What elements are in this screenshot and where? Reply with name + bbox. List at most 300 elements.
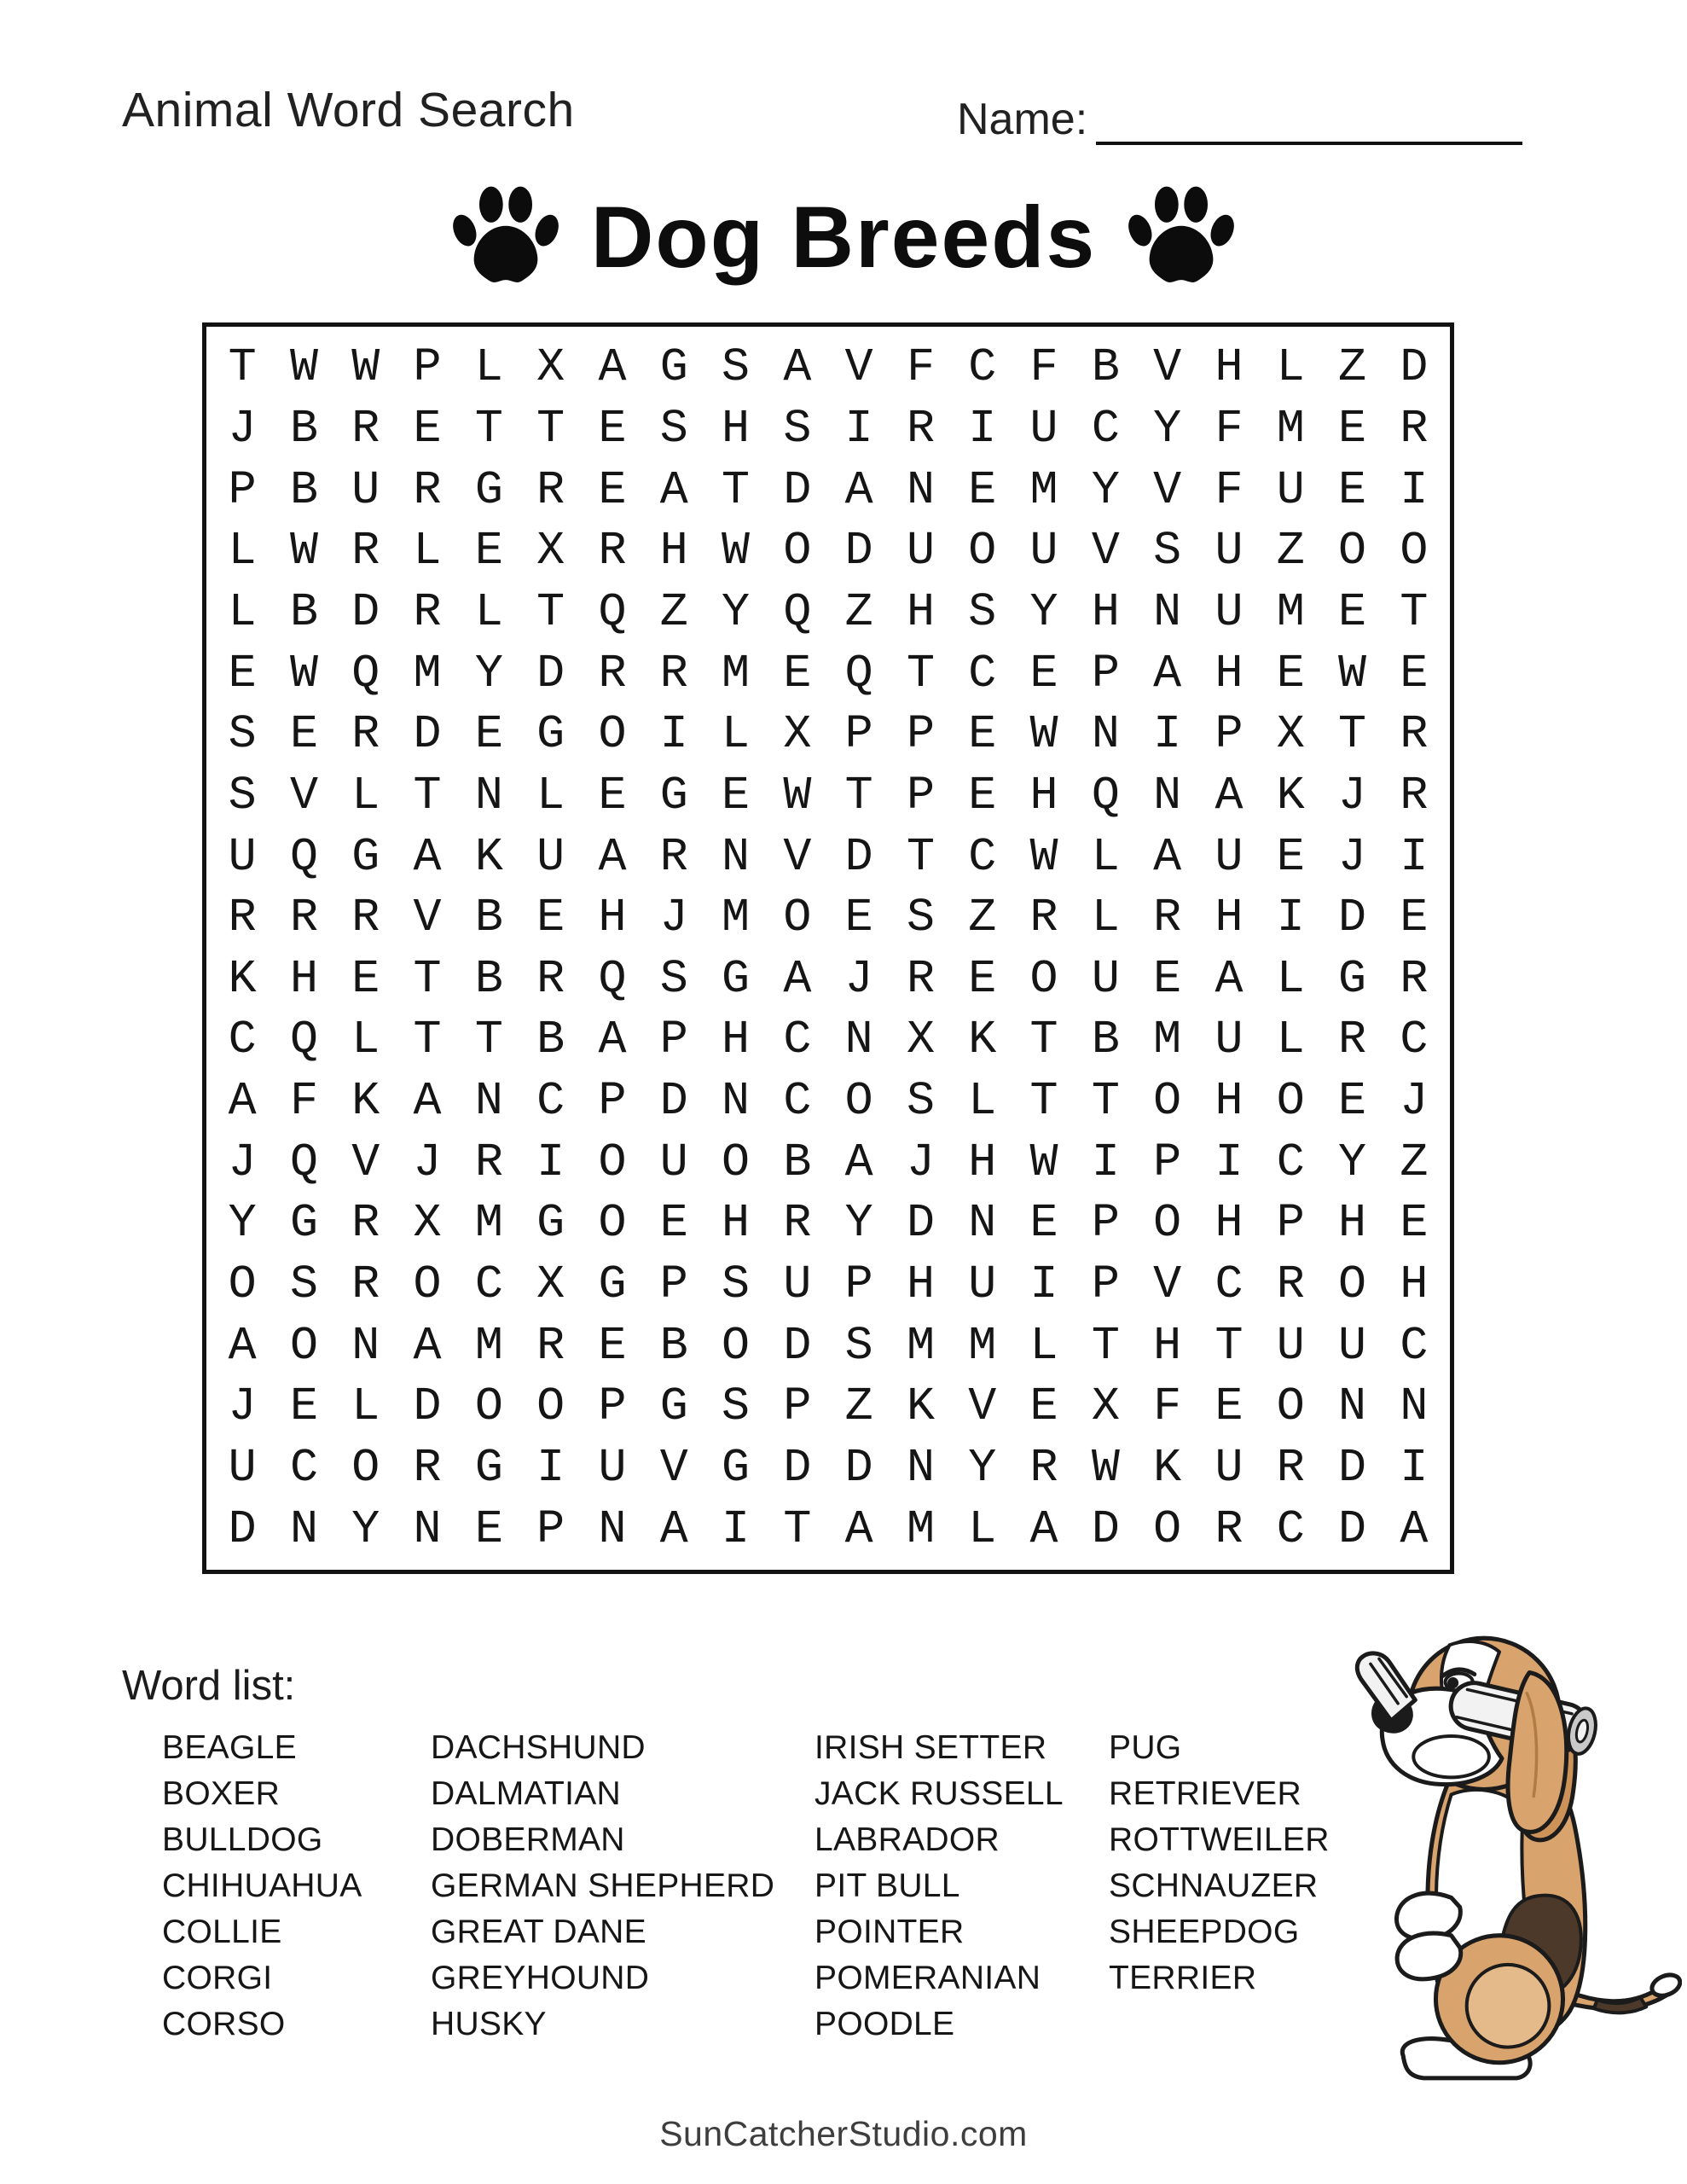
grid-letter: C (536, 1074, 565, 1129)
word-item: DACHSHUND (431, 1729, 646, 1766)
grid-letter: R (289, 891, 318, 945)
grid-letter: M (968, 1318, 997, 1373)
word-item: RETRIEVER (1109, 1775, 1301, 1812)
grid-letter: T (474, 1013, 503, 1067)
grid-letter: H (1215, 646, 1244, 700)
grid-letter: P (1091, 1196, 1120, 1251)
grid-letter: O (351, 1441, 380, 1496)
grid-letter: J (228, 1135, 257, 1189)
grid-letter: W (289, 340, 318, 395)
grid-letter: W (289, 524, 318, 578)
grid-letter: V (1153, 462, 1182, 517)
grid-letter: G (536, 707, 565, 762)
word-list-heading: Word list: (122, 1663, 296, 1709)
grid-letter: V (413, 891, 442, 945)
word-item: BOXER (162, 1775, 281, 1812)
grid-letter: P (598, 1074, 627, 1129)
grid-letter: D (536, 646, 565, 700)
grid-letter: M (474, 1318, 503, 1373)
grid-letter: B (289, 462, 318, 517)
grid-letter: K (228, 951, 257, 1006)
grid-letter: J (1338, 829, 1367, 884)
grid-letter: A (598, 829, 627, 884)
grid-letter: G (351, 829, 380, 884)
grid-letter: B (659, 1318, 688, 1373)
grid-letter: Q (1091, 768, 1120, 822)
grid-letter: D (1338, 1502, 1367, 1556)
grid-letter: I (536, 1135, 565, 1189)
grid-letter: L (1276, 340, 1305, 395)
grid-letter: I (1029, 1258, 1058, 1312)
grid-letter: H (598, 891, 627, 945)
grid-letter: E (1338, 584, 1367, 639)
grid-letter: E (1029, 1380, 1058, 1434)
grid-letter: H (722, 1013, 751, 1067)
grid-letter: J (906, 1135, 935, 1189)
grid-letter: E (659, 1196, 688, 1251)
grid-letter: U (1215, 524, 1244, 578)
grid-letter: Y (1153, 401, 1182, 456)
word-list-column-4 (1109, 1725, 1330, 2001)
grid-letter: L (351, 1380, 380, 1434)
grid-letter: W (351, 340, 380, 395)
grid-letter: G (536, 1196, 565, 1251)
grid-letter: R (906, 951, 935, 1006)
grid-letter: M (474, 1196, 503, 1251)
word-item: CORSO (162, 2006, 286, 2042)
word-item: POODLE (815, 2006, 955, 2042)
grid-letter: T (413, 768, 442, 822)
grid-letter: I (1276, 891, 1305, 945)
grid-letter: K (474, 829, 503, 884)
grid-letter: E (413, 401, 442, 456)
grid-letter: J (1338, 768, 1367, 822)
grid-letter: Y (844, 1196, 873, 1251)
grid-letter: W (1091, 1441, 1120, 1496)
grid-letter: P (1215, 707, 1244, 762)
grid-letter: C (289, 1441, 318, 1496)
grid-letter: Q (598, 951, 627, 1006)
grid-letter: T (844, 768, 873, 822)
grid-letter: X (536, 524, 565, 578)
grid-letter: E (598, 401, 627, 456)
word-item: IRISH SETTER (815, 1729, 1047, 1766)
grid-letter: L (351, 768, 380, 822)
grid-letter: T (1215, 1318, 1244, 1373)
word-item: POMERANIAN (815, 1960, 1041, 1996)
grid-letter: E (1029, 646, 1058, 700)
grid-letter: O (1153, 1502, 1182, 1556)
grid-letter: G (722, 951, 751, 1006)
grid-letter: D (783, 1318, 812, 1373)
grid-letter: J (1400, 1074, 1429, 1129)
grid-letter: E (844, 891, 873, 945)
grid-letter: L (968, 1502, 997, 1556)
grid-letter: Q (844, 646, 873, 700)
grid-letter: E (1400, 646, 1429, 700)
grid-letter: R (1400, 401, 1429, 456)
grid-letter: E (289, 707, 318, 762)
word-item: POINTER (815, 1914, 965, 1950)
grid-letter: M (722, 646, 751, 700)
grid-letter: R (1400, 768, 1429, 822)
grid-letter: O (413, 1258, 442, 1312)
grid-letter: X (413, 1196, 442, 1251)
grid-letter: E (228, 646, 257, 700)
grid-letter: N (844, 1013, 873, 1067)
grid-letter: O (968, 524, 997, 578)
grid-letter: T (722, 462, 751, 517)
grid-letter: L (351, 1013, 380, 1067)
grid-letter: R (351, 707, 380, 762)
grid-letter: Y (1091, 462, 1120, 517)
word-item: PIT BULL (815, 1867, 960, 1904)
grid-letter: L (1091, 891, 1120, 945)
grid-letter: Y (474, 646, 503, 700)
grid-letter: B (474, 951, 503, 1006)
word-item: GREAT DANE (431, 1914, 646, 1950)
grid-letter: U (1091, 951, 1120, 1006)
grid-letter: T (1029, 1013, 1058, 1067)
grid-letter: A (413, 1074, 442, 1129)
grid-letter: A (228, 1074, 257, 1129)
grid-letter: D (783, 1441, 812, 1496)
grid-letter: N (1153, 768, 1182, 822)
grid-letter: O (1338, 524, 1367, 578)
grid-letter: U (1215, 829, 1244, 884)
grid-letter: X (536, 1258, 565, 1312)
grid-letter: A (1153, 829, 1182, 884)
grid-letter: E (1338, 462, 1367, 517)
grid-letter: O (598, 1196, 627, 1251)
grid-letter: O (474, 1380, 503, 1434)
grid-letter: O (1276, 1380, 1305, 1434)
grid-letter: M (906, 1502, 935, 1556)
letter-grid (202, 322, 1454, 1574)
grid-letter: W (1029, 829, 1058, 884)
grid-letter: P (536, 1502, 565, 1556)
grid-letter: A (413, 1318, 442, 1373)
grid-letter: R (659, 646, 688, 700)
grid-letter: H (1338, 1196, 1367, 1251)
grid-letter: J (228, 401, 257, 456)
grid-letter: I (968, 401, 997, 456)
grid-letter: B (1091, 340, 1120, 395)
grid-letter: J (228, 1380, 257, 1434)
grid-letter: Q (351, 646, 380, 700)
grid-letter: S (906, 1074, 935, 1129)
grid-letter: P (228, 462, 257, 517)
grid-letter: T (536, 401, 565, 456)
grid-letter: E (1276, 646, 1305, 700)
grid-letter: P (659, 1013, 688, 1067)
grid-letter: P (1091, 1258, 1120, 1312)
grid-letter: A (598, 340, 627, 395)
grid-letter: N (474, 1074, 503, 1129)
paw-print-icon-left (449, 181, 562, 293)
grid-letter: R (536, 462, 565, 517)
grid-letter: R (351, 891, 380, 945)
grid-letter: D (1091, 1502, 1120, 1556)
grid-letter: H (968, 1135, 997, 1189)
grid-letter: X (783, 707, 812, 762)
grid-letter: E (474, 1502, 503, 1556)
grid-letter: K (351, 1074, 380, 1129)
grid-letter: T (474, 401, 503, 456)
grid-letter: D (1338, 891, 1367, 945)
grid-letter: A (659, 1502, 688, 1556)
word-item: ROTTWEILER (1109, 1821, 1330, 1858)
grid-letter: C (228, 1013, 257, 1067)
grid-letter: C (968, 829, 997, 884)
grid-letter: G (289, 1196, 318, 1251)
grid-letter: T (906, 646, 935, 700)
footer-site: SunCatcherStudio.com (659, 2114, 1028, 2153)
grid-letter: C (783, 1013, 812, 1067)
grid-letter: V (659, 1441, 688, 1496)
grid-letter: H (1400, 1258, 1429, 1312)
grid-letter: D (1400, 340, 1429, 395)
grid-letter: E (968, 462, 997, 517)
grid-letter: V (783, 829, 812, 884)
grid-letter: V (1153, 340, 1182, 395)
grid-letter: R (351, 1196, 380, 1251)
grid-letter: V (289, 768, 318, 822)
grid-letter: I (722, 1502, 751, 1556)
grid-letter: X (1276, 707, 1305, 762)
grid-letter: Q (289, 1013, 318, 1067)
grid-letter: D (351, 584, 380, 639)
grid-letter: M (1029, 462, 1058, 517)
grid-letter: N (722, 1074, 751, 1129)
grid-letter: Z (1400, 1135, 1429, 1189)
grid-letter: Z (1276, 524, 1305, 578)
grid-letter: Q (289, 829, 318, 884)
grid-letter: C (968, 646, 997, 700)
grid-letter: U (228, 829, 257, 884)
grid-letter: H (659, 524, 688, 578)
grid-letter: E (1153, 951, 1182, 1006)
grid-letter: E (536, 891, 565, 945)
grid-letter: G (598, 1258, 627, 1312)
grid-letter: O (598, 707, 627, 762)
grid-letter: N (1091, 707, 1120, 762)
grid-letter: F (1215, 462, 1244, 517)
grid-letter: L (722, 707, 751, 762)
grid-letter: A (228, 1318, 257, 1373)
grid-letter: E (968, 707, 997, 762)
grid-letter: R (659, 829, 688, 884)
grid-letter: U (1276, 462, 1305, 517)
grid-letter: P (1091, 646, 1120, 700)
grid-letter: S (906, 891, 935, 945)
grid-letter: I (1153, 707, 1182, 762)
grid-letter: W (1029, 707, 1058, 762)
grid-letter: P (906, 707, 935, 762)
grid-letter: D (659, 1074, 688, 1129)
grid-letter: L (474, 340, 503, 395)
grid-letter: O (1153, 1074, 1182, 1129)
grid-letter: I (1400, 1441, 1429, 1496)
grid-letter: H (1029, 768, 1058, 822)
grid-letter: R (413, 584, 442, 639)
grid-letter: W (783, 768, 812, 822)
grid-letter: E (1215, 1380, 1244, 1434)
grid-letter: B (783, 1135, 812, 1189)
grid-letter: F (1215, 401, 1244, 456)
grid-letter: B (289, 401, 318, 456)
grid-letter: G (659, 768, 688, 822)
grid-letter: S (844, 1318, 873, 1373)
worksheet-title: Animal Word Search (122, 83, 575, 137)
grid-letter: U (1029, 524, 1058, 578)
grid-letter: D (413, 707, 442, 762)
grid-letter: G (659, 1380, 688, 1434)
grid-letter: N (906, 462, 935, 517)
grid-letter: E (474, 524, 503, 578)
grid-letter: W (1338, 646, 1367, 700)
grid-letter: Z (844, 584, 873, 639)
grid-letter: Y (722, 584, 751, 639)
grid-letter: N (413, 1502, 442, 1556)
grid-letter: A (844, 462, 873, 517)
grid-letter: P (783, 1380, 812, 1434)
grid-letter: R (598, 524, 627, 578)
grid-letter: E (1338, 401, 1367, 456)
grid-letter: N (351, 1318, 380, 1373)
grid-letter: T (1338, 707, 1367, 762)
grid-letter: E (598, 462, 627, 517)
grid-letter: I (1400, 462, 1429, 517)
grid-letter: I (844, 401, 873, 456)
grid-letter: R (228, 891, 257, 945)
grid-letter: R (783, 1196, 812, 1251)
grid-letter: S (659, 401, 688, 456)
grid-letter: T (783, 1502, 812, 1556)
grid-letter: E (1029, 1196, 1058, 1251)
grid-letter: T (413, 951, 442, 1006)
word-item: GREYHOUND (431, 1960, 650, 1996)
grid-letter: U (536, 829, 565, 884)
grid-letter: Z (844, 1380, 873, 1434)
grid-letter: O (536, 1380, 565, 1434)
grid-letter: W (1029, 1135, 1058, 1189)
grid-letter: S (289, 1258, 318, 1312)
grid-letter: E (722, 768, 751, 822)
grid-letter: H (906, 1258, 935, 1312)
grid-letter: O (783, 891, 812, 945)
grid-letter: M (1276, 401, 1305, 456)
grid-letter: E (968, 951, 997, 1006)
grid-letter: R (1338, 1013, 1367, 1067)
grid-letter: L (1276, 951, 1305, 1006)
grid-letter: E (289, 1380, 318, 1434)
grid-letter: J (659, 891, 688, 945)
grid-letter: N (1400, 1380, 1429, 1434)
grid-letter: S (722, 1380, 751, 1434)
grid-letter: H (1153, 1318, 1182, 1373)
grid-letter: G (659, 340, 688, 395)
grid-letter: D (1338, 1441, 1367, 1496)
grid-letter: Y (351, 1502, 380, 1556)
word-item: TERRIER (1109, 1960, 1257, 1996)
word-list-column-1 (162, 1725, 362, 2048)
grid-letter: H (906, 584, 935, 639)
grid-letter: A (783, 340, 812, 395)
grid-letter: S (783, 401, 812, 456)
grid-letter: X (536, 340, 565, 395)
grid-letter: R (1400, 951, 1429, 1006)
grid-letter: E (598, 768, 627, 822)
grid-letter: O (722, 1135, 751, 1189)
grid-letter: N (1153, 584, 1182, 639)
grid-letter: E (598, 1318, 627, 1373)
grid-letter: N (474, 768, 503, 822)
grid-letter: T (228, 340, 257, 395)
grid-letter: S (228, 707, 257, 762)
grid-letter: M (413, 646, 442, 700)
grid-letter: P (906, 768, 935, 822)
grid-letter: R (536, 951, 565, 1006)
grid-letter: L (1091, 829, 1120, 884)
grid-letter: H (1215, 891, 1244, 945)
grid-letter: U (659, 1135, 688, 1189)
name-label: Name: (957, 95, 1088, 144)
grid-letter: F (1153, 1380, 1182, 1434)
grid-letter: I (1400, 829, 1429, 884)
grid-letter: R (1215, 1502, 1244, 1556)
grid-letter: H (289, 951, 318, 1006)
grid-letter: F (1029, 340, 1058, 395)
grid-letter: P (598, 1380, 627, 1434)
grid-letter: K (968, 1013, 997, 1067)
grid-letter: W (722, 524, 751, 578)
grid-letter: M (722, 891, 751, 945)
grid-letter: Q (783, 584, 812, 639)
grid-letter: A (844, 1135, 873, 1189)
grid-letter: O (289, 1318, 318, 1373)
word-item: DOBERMAN (431, 1821, 625, 1858)
word-item: LABRADOR (815, 1821, 1000, 1858)
grid-letter: L (1029, 1318, 1058, 1373)
paw-print-icon-right (1125, 181, 1238, 293)
grid-letter: T (536, 584, 565, 639)
grid-letter: X (1091, 1380, 1120, 1434)
grid-letter: A (1215, 768, 1244, 822)
grid-letter: C (474, 1258, 503, 1312)
dog-illustration (1320, 1614, 1682, 2095)
grid-letter: Z (968, 891, 997, 945)
grid-letter: P (844, 707, 873, 762)
grid-letter: N (968, 1196, 997, 1251)
grid-letter: B (1091, 1013, 1120, 1067)
name-field (957, 94, 1522, 145)
grid-letter: G (474, 1441, 503, 1496)
grid-letter: L (474, 584, 503, 639)
grid-letter: B (536, 1013, 565, 1067)
grid-letter: M (1276, 584, 1305, 639)
grid-letter: R (351, 1258, 380, 1312)
grid-letter: U (783, 1258, 812, 1312)
grid-letter: Y (228, 1196, 257, 1251)
grid-letter: V (1153, 1258, 1182, 1312)
grid-letter: U (968, 1258, 997, 1312)
grid-letter: C (1400, 1318, 1429, 1373)
grid-letter: H (1215, 1074, 1244, 1129)
grid-letter: J (413, 1135, 442, 1189)
grid-letter: Y (968, 1441, 997, 1496)
grid-letter: N (722, 829, 751, 884)
